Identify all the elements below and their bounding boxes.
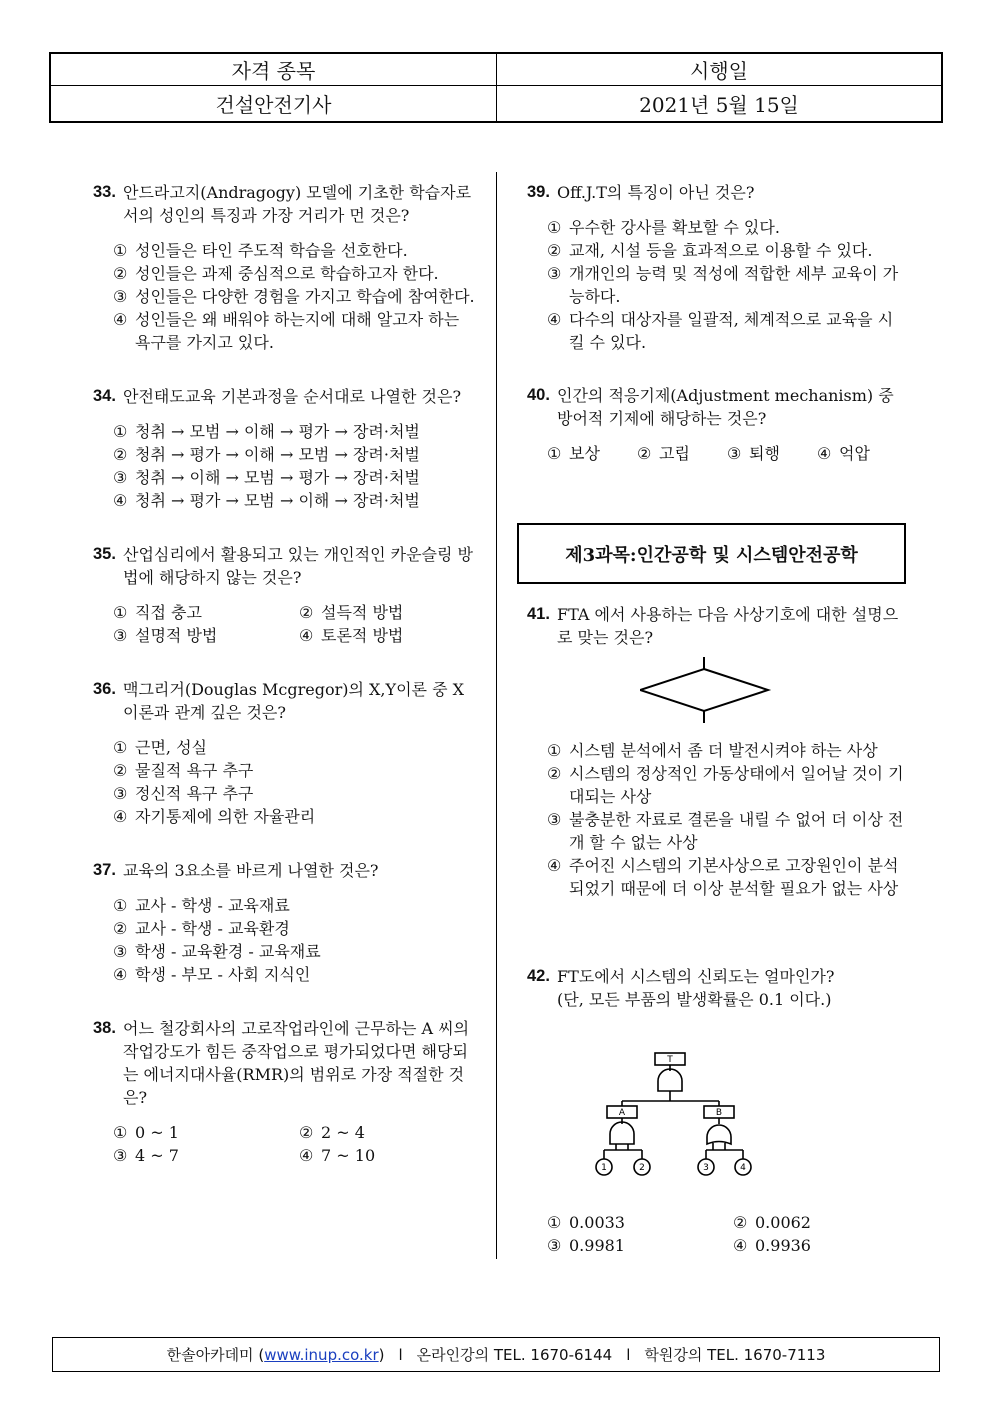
option-2[interactable]: ② 0.0062	[733, 1213, 811, 1232]
option-2[interactable]: ② 고립	[637, 444, 690, 463]
question-text: 교육의 3요소를 바르게 나열한 것은?	[123, 861, 379, 880]
question-number: 36.	[93, 680, 116, 698]
exam-header-table	[49, 52, 943, 123]
option-4[interactable]: ④ 0.9936	[733, 1236, 811, 1255]
question-number: 38.	[93, 1019, 116, 1037]
question-text: 맥그리거(Douglas Mcgregor)의 X,Y이론 중 X이론과 관계 깊은 것은?	[123, 680, 465, 722]
label-date: 시행일	[690, 59, 748, 83]
and-gate-a	[610, 1122, 634, 1144]
basic-event-2: 2	[639, 1163, 645, 1173]
question-text: Off.J.T의 특징이 아닌 것은?	[557, 183, 755, 202]
question-number: 34.	[93, 387, 116, 405]
left-column	[93, 181, 478, 1167]
question-35	[93, 543, 478, 647]
fault-tree-diagram	[590, 1049, 790, 1185]
basic-event-1: 1	[601, 1163, 607, 1173]
option-1[interactable]: ① 청취 → 모범 → 이해 → 평가 → 장려·처벌	[113, 422, 420, 441]
option-2[interactable]: ② 설득적 방법	[299, 603, 404, 622]
separator: l	[626, 1345, 631, 1364]
option-3[interactable]: ③ 학생 - 교육환경 - 교육재료	[113, 942, 321, 961]
option-4[interactable]: ④ 주어진 시스템의 기본사상으로 고장원인이 분석되었기 때문에 더 이상 분석할 필요가 없는 사상	[547, 856, 899, 898]
and-gate-top	[658, 1069, 682, 1091]
top-event-label: T	[667, 1055, 673, 1065]
right-column	[527, 181, 907, 465]
question-text: 안전태도교육 기본과정을 순서대로 나열한 것은?	[123, 387, 462, 406]
undeveloped-event-symbol	[640, 657, 780, 723]
option-2[interactable]: ② 청취 → 평가 → 이해 → 모범 → 장려·처벌	[113, 445, 420, 464]
question-number: 39.	[527, 183, 550, 201]
option-4[interactable]: ④ 토론적 방법	[299, 626, 404, 645]
or-gate-b	[707, 1125, 731, 1144]
option-2[interactable]: ② 물질적 욕구 추구	[113, 761, 254, 780]
option-3[interactable]: ③ 퇴행	[727, 444, 780, 463]
option-4[interactable]: ④ 청취 → 평가 → 모범 → 이해 → 장려·처벌	[113, 491, 420, 510]
option-3[interactable]: ③ 0.9981	[547, 1236, 625, 1255]
section-title: 제3과목:인간공학 및 시스템안전공학	[517, 523, 906, 584]
option-4[interactable]: ④ 자기통제에 의한 자율관리	[113, 807, 316, 826]
question-text: 산업심리에서 활용되고 있는 개인적인 카운슬링 방법에 해당하지 않는 것은?	[123, 545, 474, 587]
question-34	[93, 385, 478, 512]
gate-b-label: B	[715, 1108, 723, 1118]
option-3[interactable]: ③ 설명적 방법	[113, 626, 218, 645]
question-number: 41.	[527, 605, 550, 623]
option-2[interactable]: ② 2 ~ 4	[299, 1123, 365, 1142]
separator: l	[398, 1345, 403, 1364]
offline-phone: 학원강의 TEL. 1670-7113	[644, 1346, 826, 1364]
question-number: 42.	[527, 967, 550, 985]
question-33	[93, 181, 478, 354]
option-3[interactable]: ③ 개개인의 능력 및 적성에 적합한 세부 교육이 가능하다.	[547, 264, 899, 306]
exam-subject: 건설안전기사	[215, 93, 332, 117]
online-phone: 온라인강의 TEL. 1670-6144	[416, 1346, 613, 1364]
option-1[interactable]: ① 직접 충고	[113, 603, 202, 622]
option-3[interactable]: ③ 성인들은 다양한 경험을 가지고 학습에 참여한다.	[113, 287, 475, 306]
exam-date: 2021년 5월 15일	[639, 93, 799, 117]
option-1[interactable]: ① 근면, 성실	[113, 738, 207, 757]
question-42	[527, 965, 907, 1257]
option-1[interactable]: ① 0 ~ 1	[113, 1123, 179, 1142]
option-4[interactable]: ④ 성인들은 왜 배워야 하는지에 대해 알고자 하는 욕구를 가지고 있다.	[113, 310, 460, 352]
option-3[interactable]: ③ 정신적 욕구 추구	[113, 784, 254, 803]
option-1[interactable]: ① 0.0033	[547, 1213, 625, 1232]
question-number: 37.	[93, 861, 116, 879]
question-text: FT도에서 시스템의 신뢰도는 얼마인가?	[557, 967, 835, 986]
question-36	[93, 678, 478, 828]
option-4[interactable]: ④ 학생 - 부모 - 사회 지식인	[113, 965, 311, 984]
option-1[interactable]: ① 우수한 강사를 확보할 수 있다.	[547, 218, 780, 237]
question-text: 안드라고지(Andragogy) 모델에 기초한 학습자로서의 성인의 특징과 가장 거리가 먼 것은?	[123, 183, 472, 225]
option-3[interactable]: ③ 불충분한 자료로 결론을 내릴 수 없어 더 이상 전개 할 수 없는 사상	[547, 810, 904, 852]
option-1[interactable]: ① 시스템 분석에서 좀 더 발전시켜야 하는 사상	[547, 741, 878, 760]
option-2[interactable]: ② 교재, 시설 등을 효과적으로 이용할 수 있다.	[547, 241, 873, 260]
question-number: 35.	[93, 545, 116, 563]
option-4[interactable]: ④ 7 ~ 10	[299, 1146, 376, 1165]
basic-event-4: 4	[740, 1163, 746, 1173]
option-2[interactable]: ② 성인들은 과제 중심적으로 학습하고자 한다.	[113, 264, 439, 283]
academy-name: 한솔아카데미	[166, 1346, 254, 1364]
option-1[interactable]: ① 교사 - 학생 - 교육재료	[113, 896, 290, 915]
question-40	[527, 384, 907, 465]
question-text: 어느 철강회사의 고로작업라인에 근무하는 A 씨의 작업강도가 힘든 중작업으로 평가되었다면 해당되는 에너지대사율(RMR)의 범위로 가장 적절한 것은?	[123, 1019, 470, 1107]
option-4[interactable]: ④ 다수의 대상자를 일괄적, 체계적으로 교육을 시킬 수 있다.	[547, 310, 894, 352]
footer-bar: 한솔아카데미 ( www.inup.co.kr ) l 온라인강의 TEL. 1670-6144 l 학원강의 TEL. 1670-7113	[52, 1337, 940, 1372]
question-41	[527, 603, 907, 900]
option-1[interactable]: ① 보상	[547, 444, 600, 463]
option-1[interactable]: ① 성인들은 타인 주도적 학습을 선호한다.	[113, 241, 408, 260]
option-3[interactable]: ③ 4 ~ 7	[113, 1146, 179, 1165]
question-number: 33.	[93, 183, 116, 201]
question-38	[93, 1017, 478, 1167]
academy-link[interactable]: www.inup.co.kr	[264, 1345, 379, 1364]
option-2[interactable]: ② 시스템의 정상적인 가동상태에서 일어날 것이 기대되는 사상	[547, 764, 904, 806]
option-2[interactable]: ② 교사 - 학생 - 교육환경	[113, 919, 290, 938]
question-text: FTA 에서 사용하는 다음 사상기호에 대한 설명으로 맞는 것은?	[557, 605, 899, 647]
question-37	[93, 859, 478, 986]
option-4[interactable]: ④ 억압	[817, 444, 870, 463]
question-note: (단, 모든 부품의 발생확률은 0.1 이다.)	[557, 990, 832, 1009]
question-text: 인간의 적응기제(Adjustment mechanism) 중 방어적 기제에 해당하는 것은?	[557, 386, 894, 428]
basic-event-3: 3	[703, 1163, 709, 1173]
option-3[interactable]: ③ 청취 → 이해 → 모범 → 평가 → 장려·처벌	[113, 468, 420, 487]
question-number: 40.	[527, 386, 550, 404]
gate-a-label: A	[618, 1108, 626, 1118]
label-subject: 자격 종목	[231, 59, 316, 83]
column-divider	[496, 172, 497, 1259]
question-39	[527, 181, 907, 354]
